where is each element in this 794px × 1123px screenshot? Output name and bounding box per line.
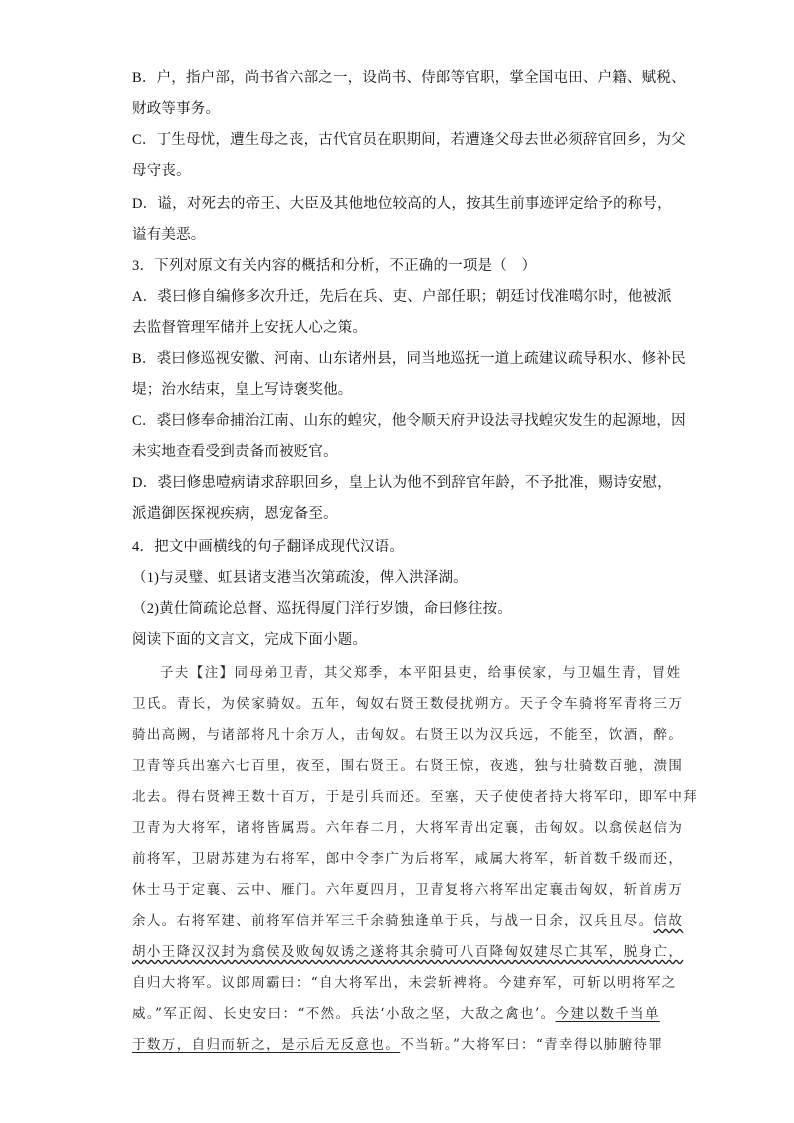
option-d-line-1: D．谥，对死去的帝王、大臣及其他地位较高的人，按其生前事迹评定给予的称号， (132, 196, 672, 212)
underlined-sentence-start: 信故 (653, 913, 684, 929)
option-b-line-1: B．户，指户部，尚书省六部之一，设尚书、侍郎等官职，掌全国屯田、户籍、赋税、 (132, 70, 686, 86)
passage-line-13-tail: 不当斩。”大将军曰：“青幸得以肺腑待罪 (400, 1037, 664, 1053)
passage-line-2: 卫氏。青长，为侯家骑奴。五年，匈奴右贤王数侵扰朔方。天子令车骑将军青将三万 (132, 696, 684, 712)
q4-item-2: （2)黄仕简疏论总督、巡抚得厦门洋行岁馈，命曰修往按。 (132, 601, 512, 617)
q3-option-c-line-2: 未实地查看受到责备而被贬官。 (132, 444, 338, 460)
passage-line-9-main: 余人。右将军建、前将军信并军三千余骑独逢单于兵，与战一日余，汉兵且尽。 (132, 913, 654, 929)
passage-line-1: 子夫【注】同母弟卫青，其父郑季，本平阳县吏，给事侯家，与卫媪生青，冒姓 (160, 665, 682, 681)
passage-line-7: 前将军，卫尉苏建为右将军，郎中令李广为后将军，咸属大将军，斩首数千级而还， (132, 851, 684, 867)
question-3: 3．下列对原文有关内容的概括和分析，不正确的一项是（ ） (132, 258, 537, 274)
passage-line-12 (132, 1002, 660, 1022)
passage-line-8: 休士马于定襄、云中、雁门。六年夏四月，卫青复将六将军出定襄击匈奴，斩首虏万 (132, 882, 684, 898)
q3-option-d-line-1: D．裘曰修患噎病请求辞职回乡，皇上认为他不到辞官年龄，不予批准，赐诗安慰， (132, 475, 672, 491)
q3-option-a-line-1: A．裘曰修自编修多次升迁，先后在兵、吏、户部任职；朝廷讨伐准噶尔时，他被派 (132, 289, 672, 305)
option-b-line-2: 财政等事务。 (132, 101, 221, 117)
passage-line-9 (132, 909, 683, 929)
passage-line-10-underlined: 胡小王降汉汉封为翕侯及败匈奴诱之遂将其余骑可八百降匈奴建尽亡其军，脱身亡， (132, 944, 684, 960)
underlined-sentence-2-end: 于数万，自归而斩之，是示后无反意也。 (132, 1037, 401, 1053)
q3-option-a-line-2: 去监督管理军储并上安抚人心之策。 (132, 320, 368, 336)
passage-line-3: 骑出高阙，与诸部将凡十余万人，击匈奴。右贤王以为汉兵远，不能至，饮酒，醉。 (132, 727, 684, 743)
option-d-line-2: 谥有美恶。 (132, 227, 206, 243)
option-c-line-2: 母守丧。 (132, 163, 191, 179)
passage-line-11: 自归大将军。议郎周霸曰：“自大将军出，未尝斩裨将。今建弃军，可斩以明将军之 (132, 975, 677, 991)
passage-line-12-main: 威。”军正闳、长史安曰：“不然。兵法‘小敌之坚，大敌之禽也’。 (132, 1006, 556, 1022)
q3-option-d-line-2: 派遣御医探视疾病，恩宠备至。 (132, 506, 338, 522)
q3-option-b-line-2: 堤；治水结束，皇上写诗褒奖他。 (132, 382, 353, 398)
passage-line-5: 北去。得右贤裨王数十百万，于是引兵而还。至塞，天子使使者持大将军印，即军中拜 (132, 789, 699, 805)
q3-option-b-line-1: B．裘曰修巡视安徽、河南、山东诸州县，同当地巡抚一道上疏建议疏导积水、修补民 (132, 351, 686, 367)
question-4: 4．把文中画横线的句子翻译成现代汉语。 (132, 539, 405, 555)
passage-line-13 (132, 1033, 663, 1053)
option-c-line-1: C．丁生母忧，遭生母之丧，古代官员在职期间，若遭逢父母去世必须辞官回乡，为父 (132, 132, 686, 148)
passage-line-4: 卫青等兵出塞六七百里，夜至，围右贤王。右贤王惊，夜逃，独与壮骑数百驰，溃围 (132, 758, 684, 774)
underlined-sentence-2-start: 今建以数千当单 (555, 1006, 660, 1022)
passage-line-6: 卫青为大将军，诸将皆属焉。六年春二月，大将军青出定襄，击匈奴。以翕侯赵信为 (132, 820, 684, 836)
q4-item-1: （1)与灵璧、虹县诸支港当次第疏浚，俾入洪泽湖。 (132, 570, 468, 586)
reading-instruction: 阅读下面的文言文，完成下面小题。 (132, 632, 368, 648)
q3-option-c-line-1: C．裘曰修奉命捕治江南、山东的蝗灾，他令顺天府尹设法寻找蝗灾发生的起源地，因 (132, 413, 686, 429)
